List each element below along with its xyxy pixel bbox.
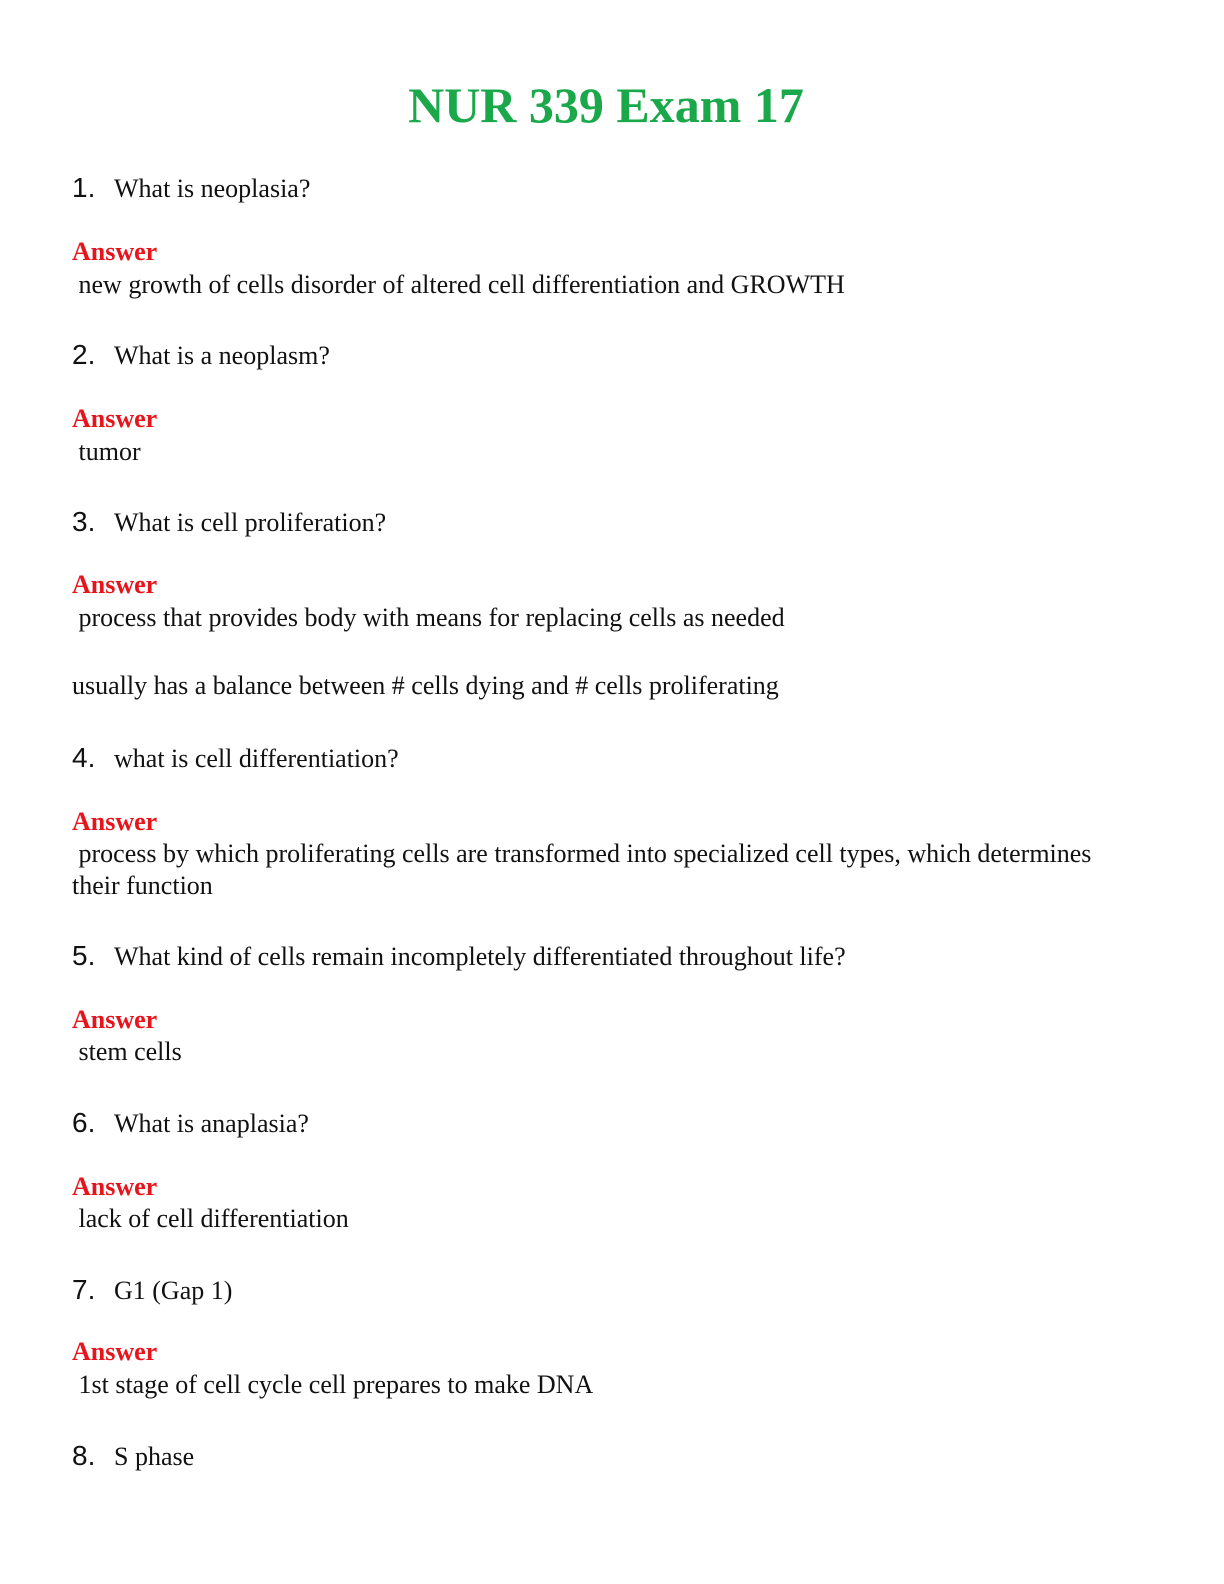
question-text: G1 (Gap 1) — [114, 1276, 233, 1305]
answer-label: Answer — [72, 807, 158, 836]
answer-text: tumor — [72, 437, 141, 466]
answer-text-continuation: their function — [72, 871, 213, 900]
question-text: S phase — [114, 1442, 195, 1471]
question-7 — [72, 1270, 232, 1310]
answer-text: process by which proliferating cells are transformed into specialized cell types, which determines — [72, 839, 1092, 868]
question-text: What is cell proliferation? — [114, 508, 387, 537]
answer-text: lack of cell differentiation — [72, 1204, 349, 1233]
question-number: 7. — [72, 1274, 96, 1305]
question-2 — [72, 335, 330, 375]
question-number: 4. — [72, 742, 96, 773]
question-number: 8. — [72, 1440, 96, 1471]
question-8 — [72, 1436, 194, 1476]
question-text: What is neoplasia? — [114, 174, 311, 203]
question-3 — [72, 502, 386, 542]
question-5 — [72, 936, 846, 976]
question-6 — [72, 1103, 309, 1143]
question-number: 2. — [72, 339, 96, 370]
question-1 — [72, 168, 310, 208]
question-text: What is anaplasia? — [114, 1109, 309, 1138]
question-number: 5. — [72, 940, 96, 971]
answer-text: new growth of cells disorder of altered cell differentiation and GROWTH — [72, 270, 845, 299]
answer-label: Answer — [72, 570, 158, 599]
answer-text: stem cells — [72, 1037, 182, 1066]
question-text: what is cell differentiation? — [114, 744, 399, 773]
answer-text: 1st stage of cell cycle cell prepares to make DNA — [72, 1370, 594, 1399]
answer-label: Answer — [72, 1337, 158, 1366]
question-number: 6. — [72, 1107, 96, 1138]
question-text: What is a neoplasm? — [114, 341, 330, 370]
question-4 — [72, 738, 399, 778]
answer-text-extra: usually has a balance between # cells dying and # cells proliferating — [72, 671, 779, 700]
answer-label: Answer — [72, 1172, 158, 1201]
question-text: What kind of cells remain incompletely differentiated throughout life? — [114, 942, 846, 971]
question-number: 3. — [72, 506, 96, 537]
question-number: 1. — [72, 172, 96, 203]
page-title: NUR 339 Exam 17 — [408, 77, 804, 133]
answer-text: process that provides body with means for replacing cells as needed — [72, 603, 785, 632]
answer-label: Answer — [72, 237, 158, 266]
answer-label: Answer — [72, 404, 158, 433]
answer-label: Answer — [72, 1005, 158, 1034]
